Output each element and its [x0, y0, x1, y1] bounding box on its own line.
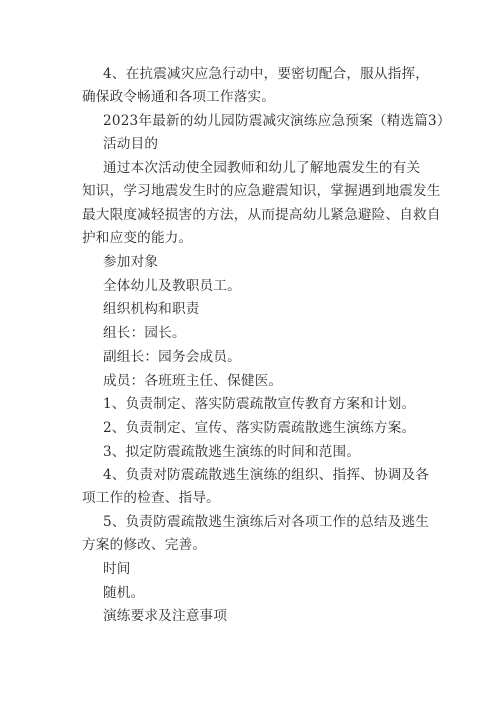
text-line: 护和应变的能力。 [82, 230, 193, 247]
section-title-text: 组织机构和职责 [103, 301, 200, 317]
section-title-text: 时间 [103, 561, 131, 577]
text-line: 副组长：园务会成员。 [103, 349, 241, 365]
text-line: 随机。 [103, 585, 145, 601]
text-line: 1、负责制定、落实防震疏散宣传教育方案和计划。 [103, 396, 416, 412]
section-title-text: 演练要求及注意事项 [103, 608, 228, 624]
text-line: 4、在抗震减灾应急行动中，要密切配合，服从指挥， [103, 66, 430, 82]
text-line: 通过本次活动使全园教师和幼儿了解地震发生的有关 [103, 160, 421, 176]
paragraph-duty-4 [82, 464, 432, 511]
text-line: 全体幼儿及教职员工。 [103, 278, 241, 294]
text-line: 知识，学习地震发生时的应急避震知识，掌握遇到地震发生 [82, 183, 441, 200]
section-title-participants [103, 251, 453, 274]
paragraph-duty-3 [103, 441, 453, 464]
text-line: 确保政令畅通和各项工作落实。 [82, 89, 276, 106]
text-line: 组长：园长。 [103, 325, 186, 341]
section-title-organization [103, 298, 453, 321]
text-line: 方案的修改、完善。 [82, 537, 207, 554]
section-title-goal [103, 133, 453, 156]
section-title-text: 参加对象 [103, 254, 159, 270]
paragraph-participants [103, 275, 453, 298]
heading-text: 2023年最新的幼儿园防震减灾演练应急预案（精选篇3） [103, 113, 451, 129]
paragraph-item-4 [82, 63, 432, 110]
section-title-time [103, 558, 453, 581]
document-heading [103, 110, 453, 133]
text-line: 项工作的检查、指导。 [82, 490, 220, 507]
section-title-text: 活动目的 [103, 136, 159, 152]
paragraph-leader [103, 322, 453, 345]
text-line: 2、负责制定、宣传、落实防震疏散逃生演练方案。 [103, 420, 416, 436]
text-line: 3、拟定防震疏散逃生演练的时间和范围。 [103, 444, 361, 460]
text-line: 成员：各班班主任、保健医。 [103, 373, 283, 389]
paragraph-deputy [103, 346, 453, 369]
section-title-requirements [103, 605, 453, 628]
text-line: 最大限度减轻损害的方法，从而提高幼儿紧急避险、自救自 [82, 206, 441, 223]
paragraph-duty-2 [103, 417, 453, 440]
paragraph-duty-5 [82, 511, 432, 558]
text-line: 5、负责防震疏散逃生演练后对各项工作的总结及逃生 [103, 514, 430, 530]
paragraph-goal [82, 157, 441, 251]
paragraph-time [103, 582, 453, 605]
paragraph-duty-1 [103, 393, 453, 416]
paragraph-members [103, 370, 453, 393]
text-line: 4、负责对防震疏散逃生演练的组织、指挥、协调及各 [103, 467, 430, 483]
